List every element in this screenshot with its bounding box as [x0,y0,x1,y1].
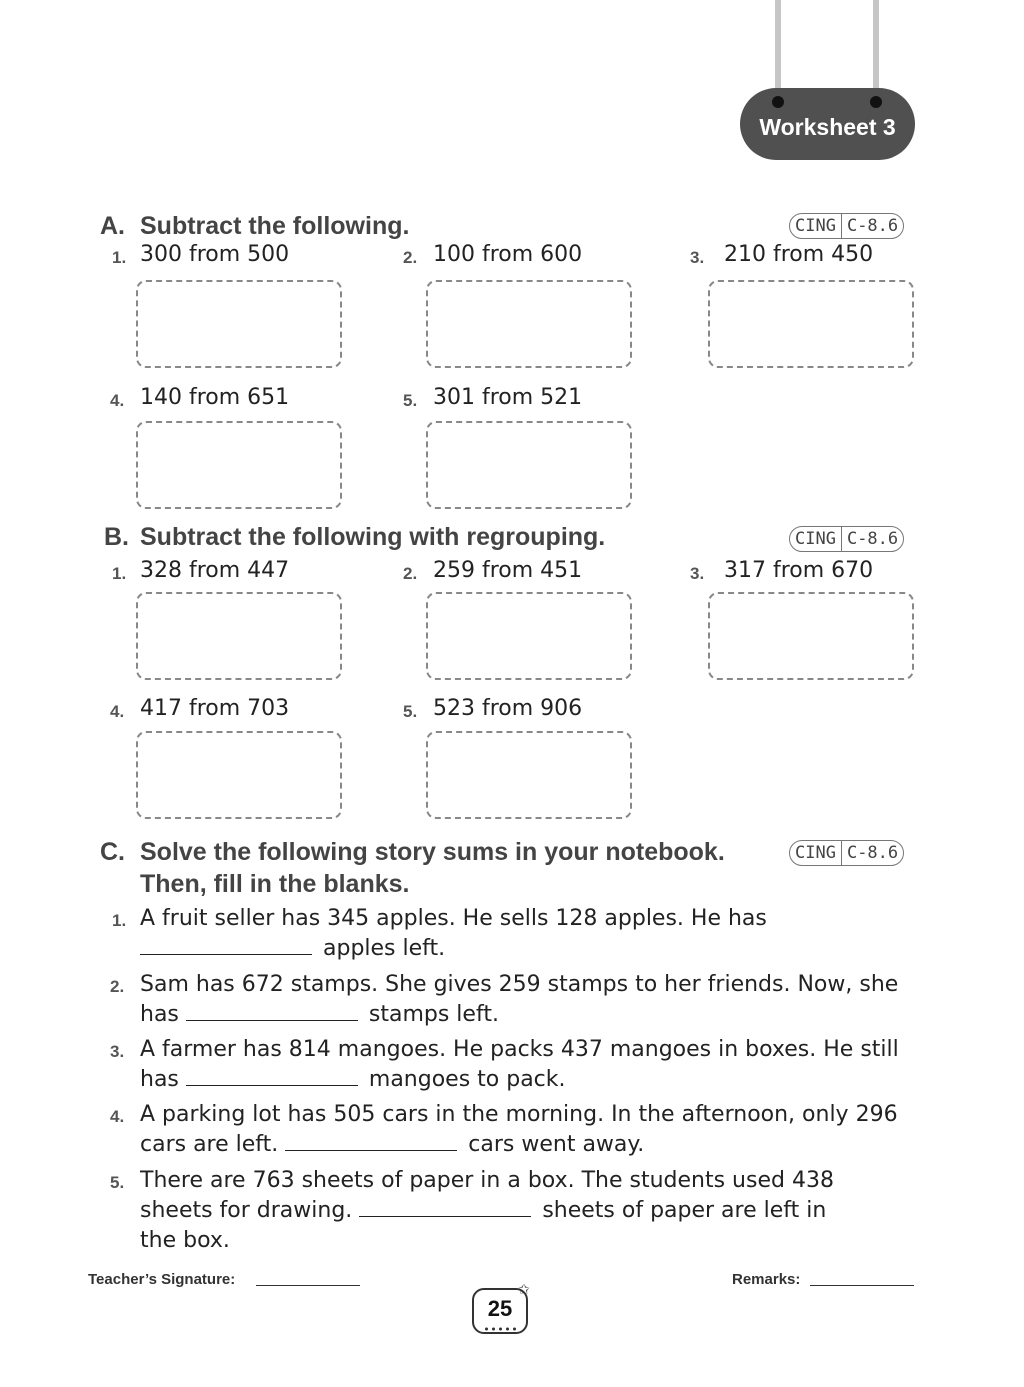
hanger-string-left [775,0,781,98]
answer-box[interactable] [426,731,632,819]
question-text: 417 from 703 [140,696,290,721]
question-number: 3. [690,564,705,583]
answer-blank[interactable] [359,1196,531,1217]
question-number: 1. [112,564,127,583]
worksheet-tag [740,88,915,160]
story-text: A farmer has 814 mangoes. He packs 437 mangoes in boxes. He still has [140,1037,899,1092]
star-icon: ✩ [518,1282,530,1298]
teacher-signature-label: Teacher’s Signature: [88,1271,236,1288]
story-text-after: apples left. [323,936,446,961]
hanger-string-right [873,0,879,98]
story-number: 5. [110,1173,125,1192]
hanger-hole-left [772,96,784,108]
answer-box[interactable] [426,592,632,680]
story-number: 2. [110,977,125,996]
question-number: 1. [112,248,127,267]
cing-code: C-8.6 [841,841,903,865]
section-a-cing-badge [789,213,904,239]
teacher-signature-line[interactable] [256,1285,360,1286]
answer-box[interactable] [136,592,342,680]
answer-box[interactable] [426,280,632,368]
cing-code: C-8.6 [841,527,903,551]
story-sum [140,904,930,964]
question-text: 210 from 450 [724,242,874,267]
story-sum [140,1166,860,1256]
cing-label: CING [795,216,836,236]
answer-blank[interactable] [140,934,312,955]
story-number: 1. [112,911,127,930]
section-c-title-line2: Then, fill in the blanks. [140,870,410,898]
cing-code: C-8.6 [841,214,903,238]
question-text: 140 from 651 [140,385,290,410]
section-c-title-line1: Solve the following story sums in your notebook. [140,838,725,866]
cing-label: CING [795,843,836,863]
question-text: 301 from 521 [433,385,583,410]
question-number: 2. [403,248,418,267]
section-b-cing-badge [789,526,904,552]
answer-blank[interactable] [186,1065,358,1086]
section-a-title: Subtract the following. [140,212,410,240]
story-number: 4. [110,1107,125,1126]
section-a-letter: A. [100,212,125,240]
story-sum [140,970,930,1030]
question-number: 2. [403,564,418,583]
question-text: 100 from 600 [433,242,583,267]
answer-blank[interactable] [285,1130,457,1151]
remarks-line[interactable] [810,1285,914,1286]
question-number: 4. [110,391,125,410]
answer-box[interactable] [708,592,914,680]
question-text: 328 from 447 [140,558,290,583]
story-sum [140,1100,930,1160]
question-text: 300 from 500 [140,242,290,267]
hanger-hole-right [870,96,882,108]
section-b-letter: B. [104,523,129,551]
story-text: Sam has 672 stamps. She gives 259 stamps to her friends. Now, she has [140,972,899,1027]
story-text-after: cars went away. [468,1132,645,1157]
question-number: 3. [690,248,705,267]
page-number: 25 [487,1296,513,1321]
story-text: A parking lot has 505 cars in the morning. In the afternoon, only 296 cars are left. [140,1102,898,1157]
story-text-after: mangoes to pack. [368,1067,566,1092]
answer-box[interactable] [136,280,342,368]
answer-box[interactable] [426,421,632,509]
section-b-title: Subtract the following with regrouping. [140,523,606,551]
remarks-label: Remarks: [732,1271,801,1288]
question-text: 523 from 906 [433,696,583,721]
question-number: 4. [110,702,125,721]
story-text-after: stamps left. [368,1002,499,1027]
story-number: 3. [110,1042,125,1061]
answer-blank[interactable] [186,1000,358,1021]
page-badge-dots [483,1326,519,1332]
question-text: 259 from 451 [433,558,583,583]
story-text: A fruit seller has 345 apples. He sells 128 apples. He has [140,906,767,931]
section-c-cing-badge [789,840,904,866]
story-sum [140,1035,930,1095]
answer-box[interactable] [708,280,914,368]
question-number: 5. [403,702,418,721]
story-text-after: sheets of paper are left in the box. [140,1198,827,1253]
section-c-letter: C. [100,838,125,866]
story-text: There are 763 sheets of paper in a box. The students used 438 sheets for drawing. [140,1168,834,1223]
worksheet-label: Worksheet 3 [759,113,896,140]
cing-label: CING [795,529,836,549]
question-text: 317 from 670 [724,558,874,583]
answer-box[interactable] [136,421,342,509]
question-number: 5. [403,391,418,410]
answer-box[interactable] [136,731,342,819]
